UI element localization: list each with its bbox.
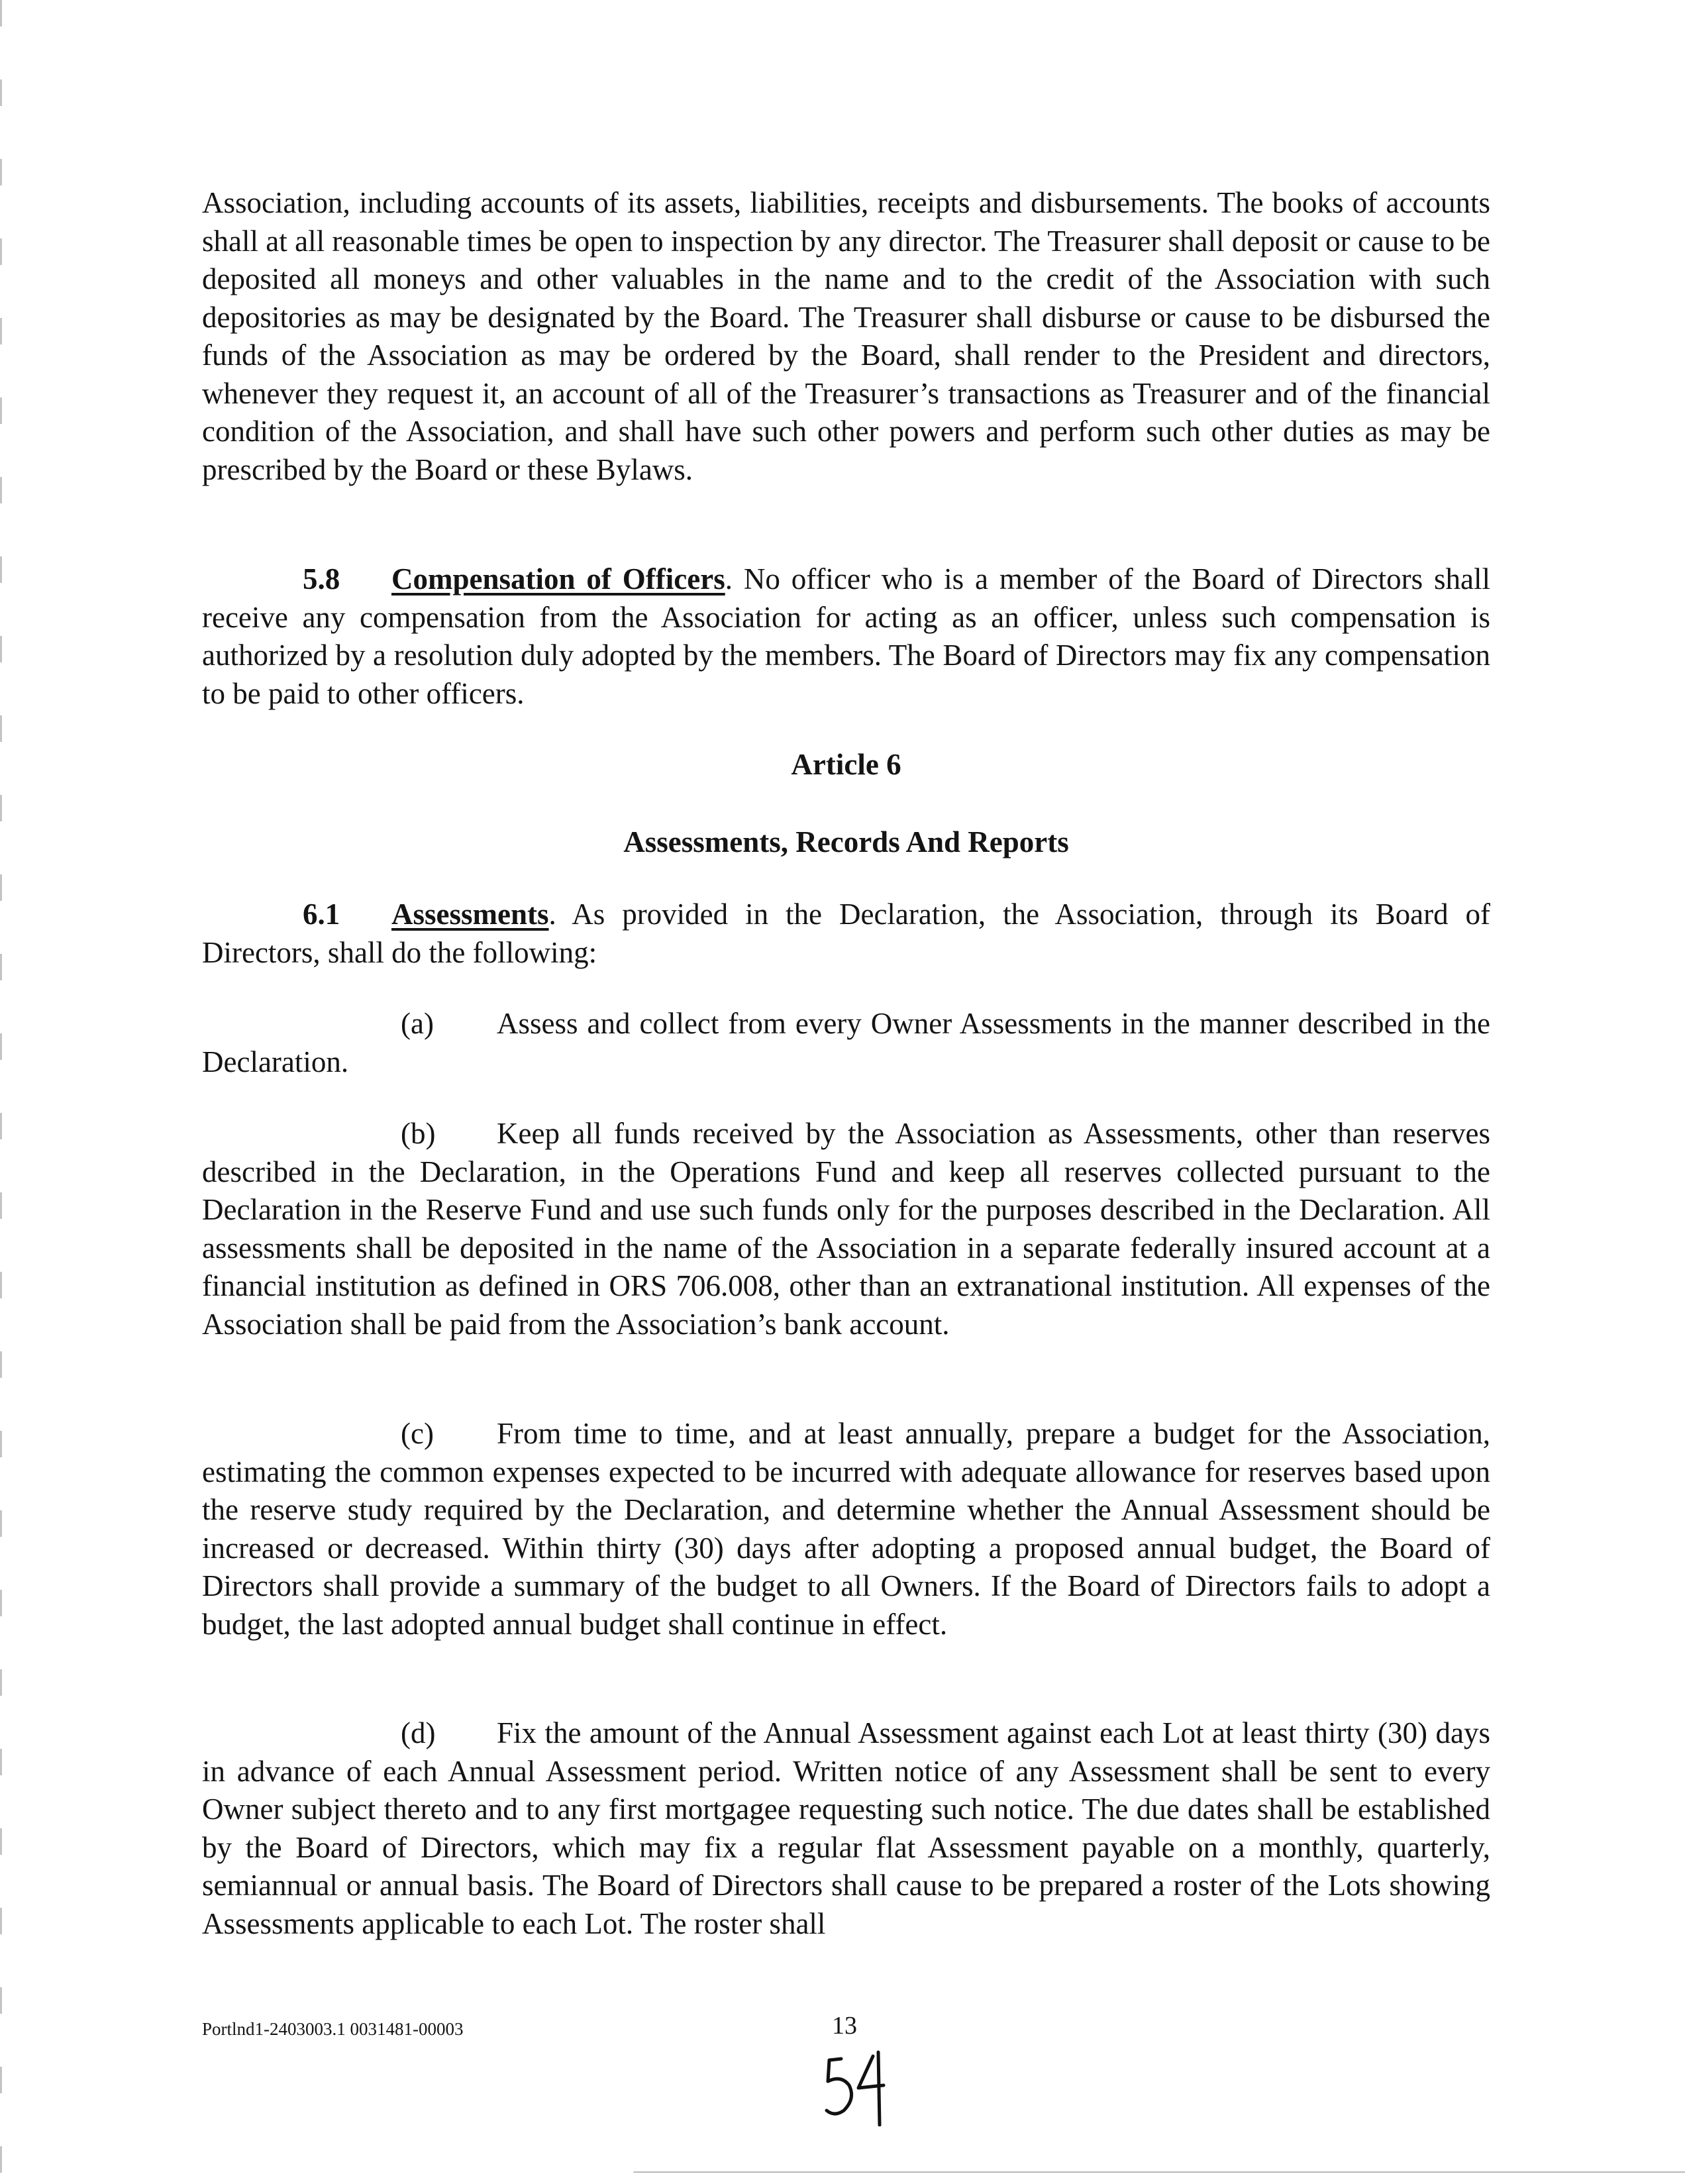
list-item-b xyxy=(202,1115,1490,1343)
list-item-d xyxy=(202,1714,1490,1943)
section-6-1 xyxy=(202,896,1490,972)
section-title: Assessments xyxy=(391,898,549,931)
item-label: (d) xyxy=(401,1716,436,1749)
section-body: . As provided in the Declaration, the Association, through its Board of Directors, shall do the following: xyxy=(202,898,1490,969)
scan-bottom-rule xyxy=(517,2171,1685,2173)
section-number: 5.8 xyxy=(303,562,340,596)
item-text: Keep all funds received by the Association as Assessments, other than reserves described in the Declaration, in the Operations Fund and keep all reserves collected pursuant to the Declaration in the Reserve Fund and use such funds only for the purposes described in the Declaration. All assessments shall be deposited in the name of the Association in a separate federally insured account at a financial institution as defined in ORS 706.008, other than an extranational institution. All expenses of the Association shall be paid from the Association’s bank account. xyxy=(202,1117,1490,1341)
article-subheading: Assessments, Records And Reports xyxy=(623,825,1069,858)
section-5-8 xyxy=(202,560,1490,713)
article-heading: Article 6 xyxy=(791,748,901,781)
item-text: Fix the amount of the Annual Assessment against each Lot at least thirty (30) days in advance of each Annual Assessment period. Written notice of any Assessment shall be sent to every Owner subject thereto and to any first mortgagee requesting such notice. The due dates shall be established by the Board of Directors, which may fix a regular flat Assessment payable on a monthly, quarterly, semiannual or annual basis. The Board of Directors shall cause to be prepared a roster of the Lots showing Assessments applicable to each Lot. The roster shall xyxy=(202,1716,1490,1940)
list-item-a xyxy=(202,1005,1490,1081)
section-body: . No officer who is a member of the Board of Directors shall receive any compensation from the Association for acting as an officer, unless such compensation is authorized by a resolution duly adopted by the members. The Board of Directors may fix any compensation to be paid to other officers. xyxy=(202,562,1490,710)
paragraph-continuation: Association, including accounts of its assets, liabilities, receipts and disbursements. The books of accounts shall at all reasonable times be open to inspection by any director. The Treasurer shall deposit or cause to be deposited all moneys and other valuables in the name and to the credit of the Association with such depositories as may be designated by the Board. The Treasurer shall disburse or cause to be disbursed the funds of the Association as may be ordered by the Board, shall render to the President and directors, whenever they request it, an account of all of the Treasurer’s transactions as Treasurer and of the financial condition of the Association, and shall have such other powers and perform such other duties as may be prescribed by the Board or these Bylaws. xyxy=(202,186,1490,486)
footer-page-number: 13 xyxy=(832,2012,857,2040)
item-text: From time to time, and at least annually, prepare a budget for the Association, estimating the common expenses expected to be incurred with adequate allowance for reserves based upon the reserve study required by the Declaration, and determine whether the Annual Assessment should be increased or decreased. Within thirty (30) days after adopting a proposed annual budget, the Board of Directors shall provide a summary of the budget to all Owners. If the Board of Directors fails to adopt a budget, the last adopted annual budget shall continue in effect. xyxy=(202,1417,1490,1641)
item-label: (a) xyxy=(401,1007,434,1040)
handwritten-page-number xyxy=(815,2047,914,2126)
item-text: Assess and collect from every Owner Assessments in the manner described in the Declaration. xyxy=(202,1007,1490,1078)
section-number: 6.1 xyxy=(303,898,340,931)
footer-document-code: Portlnd1-2403003.1 0031481-00003 xyxy=(202,2019,464,2039)
section-title: Compensation of Officers xyxy=(391,562,725,596)
scan-edge-artifact xyxy=(0,0,2,2184)
item-label: (b) xyxy=(401,1117,436,1150)
item-label: (c) xyxy=(401,1417,434,1450)
list-item-c xyxy=(202,1415,1490,1643)
